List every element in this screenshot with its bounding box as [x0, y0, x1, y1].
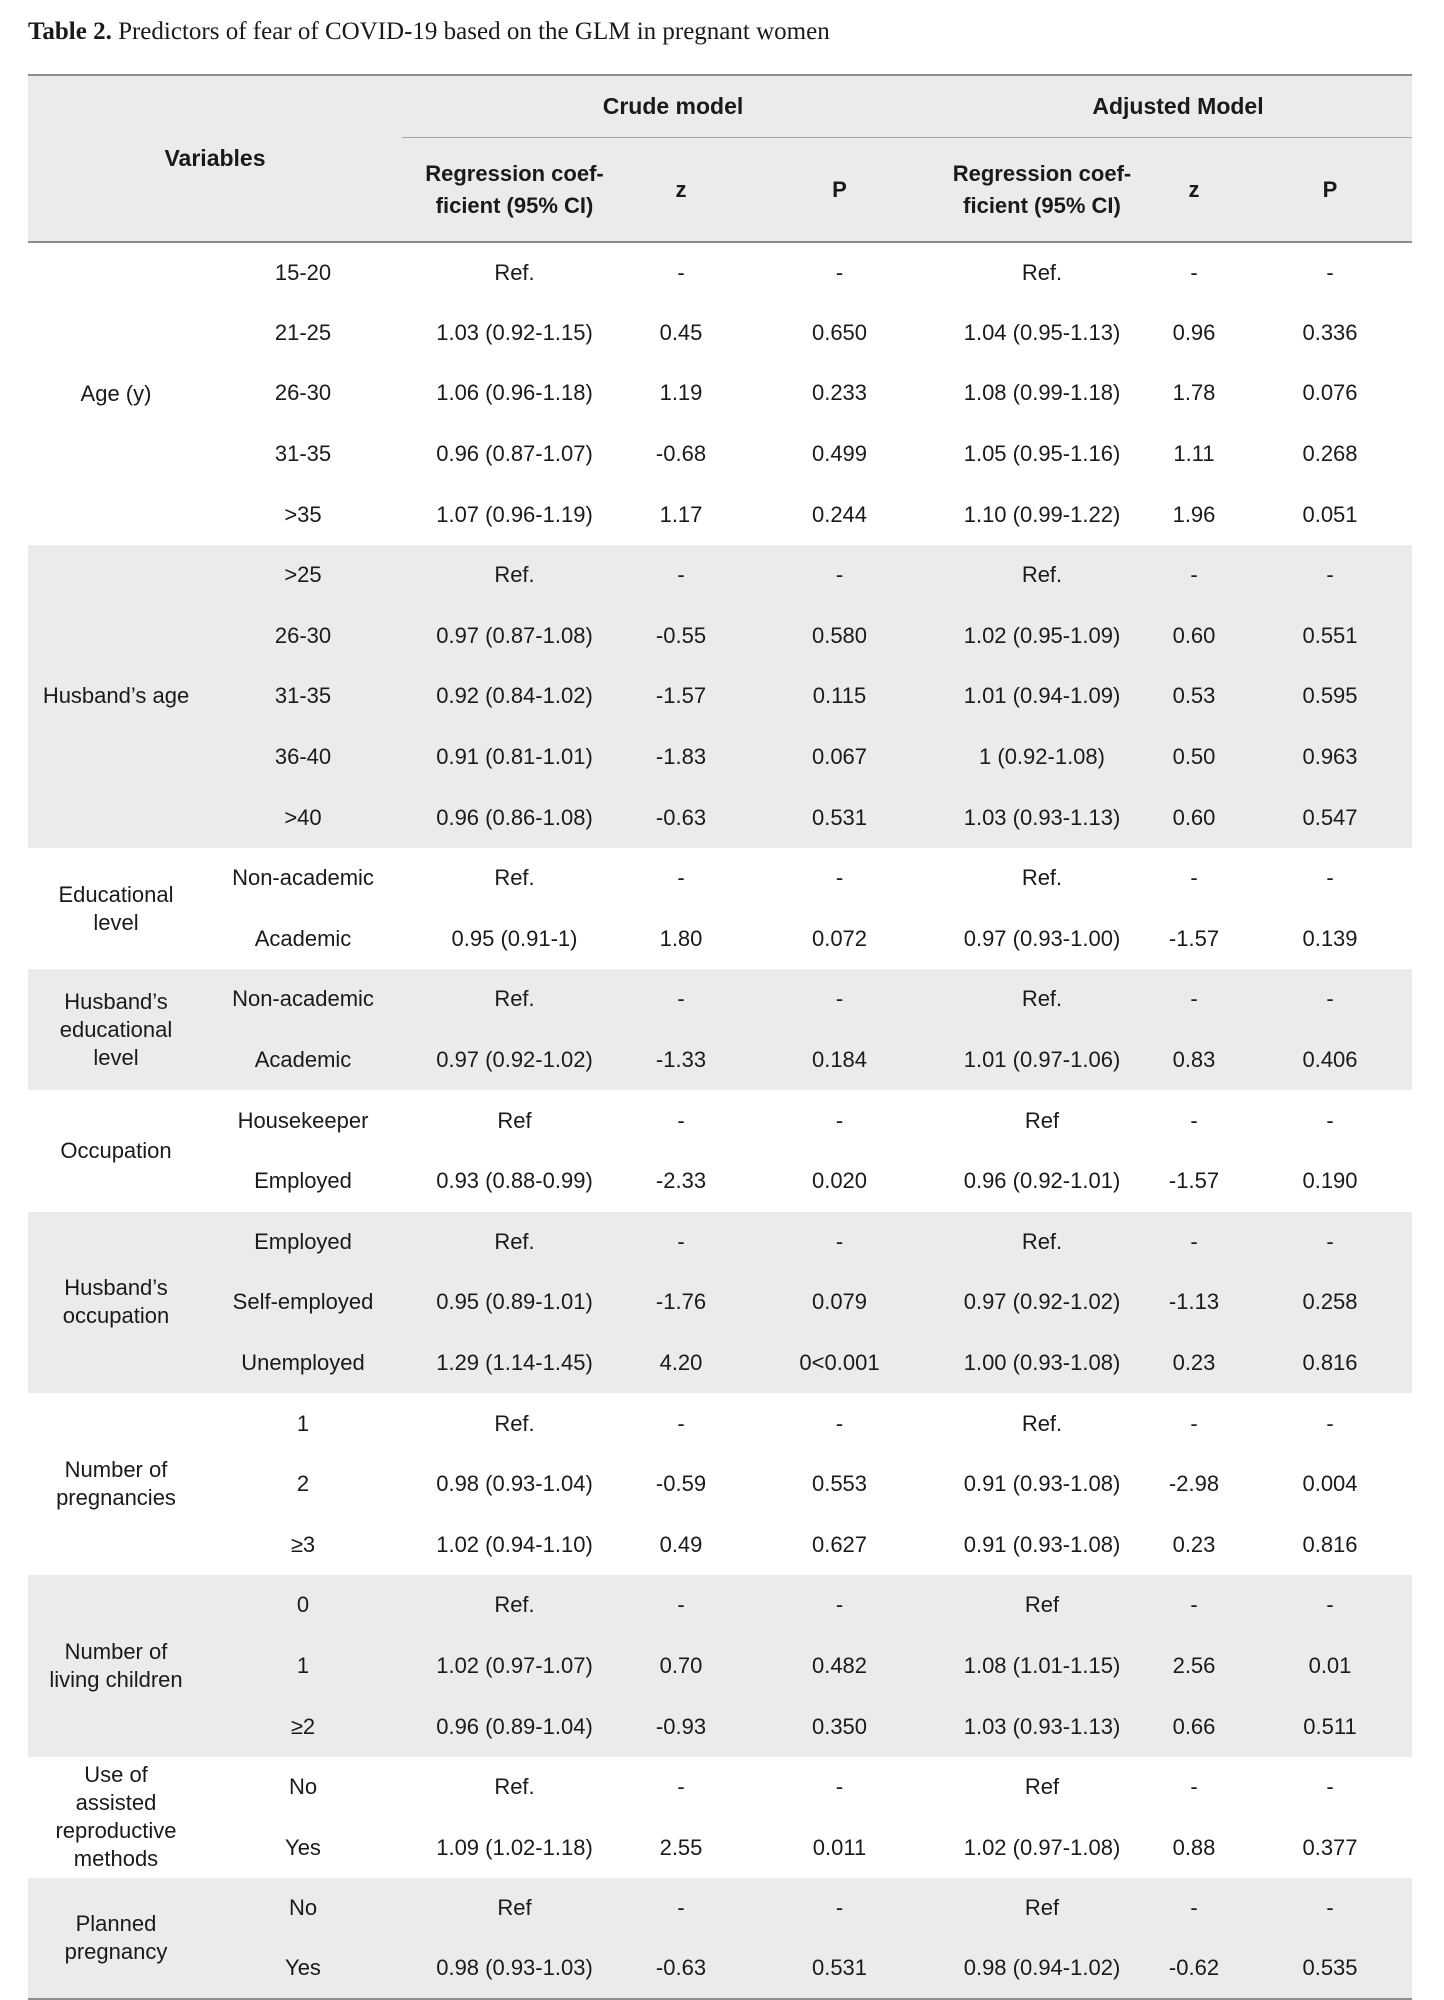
adj-z-cell: -: [1140, 1575, 1248, 1636]
table-row: [28, 1878, 1412, 1939]
adj-p-cell: -: [1248, 1878, 1412, 1939]
crude-z-cell: -: [677, 1107, 685, 1133]
level-cell: >25: [204, 545, 402, 606]
adj-z-cell: -: [1140, 545, 1248, 606]
crude-coef-cell: 0.97 (0.92-1.02): [402, 1030, 627, 1091]
table-row: [28, 1514, 1412, 1575]
table-row: [28, 1454, 1412, 1515]
adj-z-cell: -: [1190, 1410, 1198, 1436]
crude-z-cell: 2.55: [659, 1834, 703, 1860]
level-cell: Academic: [254, 925, 352, 951]
level-cell: 1: [296, 1410, 310, 1436]
header-adjusted-model: Adjusted Model: [944, 75, 1412, 138]
variable-label: Occupation: [60, 1137, 172, 1163]
adj-coef-cell: 1.00 (0.93-1.08): [944, 1333, 1140, 1394]
crude-p-cell: 0.553: [811, 1471, 868, 1497]
crude-p-cell: 0.531: [735, 787, 944, 848]
adj-coef-cell: Ref.: [944, 969, 1140, 1030]
table-row: [28, 1151, 1412, 1212]
variable-label: Number of: [64, 1457, 168, 1483]
crude-p-cell: -: [835, 1410, 844, 1436]
adj-coef-cell: 1.04 (0.95-1.13): [963, 319, 1121, 345]
header-crude-coef: Regression coef- ficient (95% CI): [402, 138, 627, 243]
adj-z-cell: -: [1190, 259, 1198, 285]
variable-cell: [28, 1393, 204, 1575]
crude-coef-cell: Ref: [497, 1107, 532, 1133]
variable-cell: [28, 969, 204, 1090]
variable-label: level: [93, 909, 139, 935]
crude-z-cell: -: [627, 1212, 735, 1273]
table-row: [28, 1393, 1412, 1454]
level-cell: Housekeeper: [237, 1107, 369, 1133]
adj-z-cell: 0.53: [1140, 666, 1248, 727]
adj-coef-cell: 1.01 (0.97-1.06): [944, 1030, 1140, 1091]
adj-z-cell: -1.57: [1168, 1168, 1220, 1194]
level-cell: Academic: [204, 1030, 402, 1091]
adj-z-cell: -: [1140, 969, 1248, 1030]
variable-cell: [28, 242, 204, 545]
level-cell: Unemployed: [204, 1333, 402, 1394]
crude-coef-cell: Ref.: [402, 969, 627, 1030]
adj-coef-cell: 0.97 (0.92-1.02): [944, 1272, 1140, 1333]
crude-z-cell: -1.76: [627, 1272, 735, 1333]
crude-coef-cell: Ref.: [402, 1212, 627, 1273]
adj-p-cell: 0.816: [1248, 1333, 1412, 1394]
crude-coef-cell: 0.91 (0.81-1.01): [402, 727, 627, 788]
adj-coef-cell: Ref.: [944, 545, 1140, 606]
level-cell: 0: [204, 1575, 402, 1636]
adj-p-cell: 0.190: [1302, 1168, 1358, 1194]
variable-label: Husband’s: [64, 1275, 168, 1301]
level-cell: Yes: [204, 1939, 402, 2000]
crude-p-cell: 0.350: [735, 1696, 944, 1757]
level-cell: 31-35: [274, 441, 332, 467]
adj-coef-cell: 1 (0.92-1.08): [944, 727, 1140, 788]
adj-p-cell: 0.511: [1248, 1696, 1412, 1757]
table-row: [28, 1817, 1412, 1878]
adj-p-cell: -: [1248, 1212, 1412, 1273]
variable-label: assisted: [75, 1790, 157, 1816]
crude-p-cell: 0.580: [735, 606, 944, 667]
crude-p-cell: -: [835, 1774, 844, 1800]
level-cell: ≥2: [204, 1696, 402, 1757]
variable-label: Number of: [64, 1638, 168, 1664]
table-row: [28, 1212, 1412, 1273]
crude-z-cell: -0.55: [627, 606, 735, 667]
level-cell: Self-employed: [204, 1272, 402, 1333]
adj-coef-cell: Ref.: [1021, 259, 1063, 285]
adj-p-cell: 0.406: [1248, 1030, 1412, 1091]
crude-p-cell: 0.011: [812, 1834, 867, 1860]
adj-z-cell: -: [1190, 865, 1198, 891]
level-cell: Employed: [204, 1212, 402, 1273]
adj-coef-cell: 1.02 (0.95-1.09): [944, 606, 1140, 667]
adj-p-cell: -: [1248, 1575, 1412, 1636]
level-cell: Yes: [285, 1834, 321, 1860]
adj-p-cell: 0.051: [1302, 501, 1358, 527]
header-adj-coef: Regression coef- ficient (95% CI): [944, 138, 1140, 243]
variable-cell: [28, 1757, 204, 1878]
crude-coef-cell: 0.95 (0.91-1): [451, 925, 578, 951]
adj-coef-cell: Ref.: [1021, 865, 1063, 891]
adj-z-cell: 0.96: [1172, 319, 1216, 345]
adj-coef-cell: 1.05 (0.95-1.16): [963, 441, 1121, 467]
adj-coef-cell: Ref: [944, 1575, 1140, 1636]
adj-p-cell: 0.139: [1302, 925, 1358, 951]
adj-p-cell: 0.535: [1248, 1939, 1412, 2000]
crude-z-cell: -1.33: [627, 1030, 735, 1091]
crude-coef-cell: Ref.: [402, 545, 627, 606]
level-cell: 1: [204, 1636, 402, 1697]
table-header: [28, 75, 1412, 242]
level-cell: Non-academic: [232, 865, 374, 891]
table-row: [28, 787, 1412, 848]
adj-z-cell: 0.50: [1140, 727, 1248, 788]
results-table: [28, 74, 1412, 2000]
crude-p-cell: 0.115: [735, 666, 944, 727]
adj-coef-cell: 1.03 (0.93-1.13): [944, 1696, 1140, 1757]
adj-coef-cell: 1.01 (0.94-1.09): [944, 666, 1140, 727]
adj-z-cell: 0.23: [1172, 1531, 1216, 1557]
crude-p-cell: 0.650: [811, 319, 868, 345]
level-cell: 2: [296, 1471, 310, 1497]
crude-coef-cell: 0.92 (0.84-1.02): [402, 666, 627, 727]
crude-coef-cell: 0.95 (0.89-1.01): [402, 1272, 627, 1333]
crude-p-cell: 0.184: [735, 1030, 944, 1091]
adj-z-cell: -: [1190, 1774, 1198, 1800]
crude-z-cell: -: [677, 1410, 685, 1436]
adj-p-cell: -: [1326, 865, 1334, 891]
caption-label: Table 2.: [28, 18, 112, 45]
adj-p-cell: 0.551: [1248, 606, 1412, 667]
adj-z-cell: 0.23: [1140, 1333, 1248, 1394]
crude-z-cell: -0.68: [655, 441, 707, 467]
crude-coef-cell: 1.06 (0.96-1.18): [436, 380, 593, 406]
adj-p-cell: 0.595: [1248, 666, 1412, 727]
adj-z-cell: -1.57: [1168, 925, 1220, 951]
crude-coef-cell: 0.93 (0.88-0.99): [436, 1168, 593, 1194]
table-row: [28, 1757, 1412, 1818]
variable-label: living children: [49, 1666, 183, 1692]
adj-z-cell: 0.88: [1172, 1834, 1216, 1860]
adj-p-cell: -: [1248, 545, 1412, 606]
variable-cell: [28, 1090, 204, 1211]
adj-p-cell: 0.004: [1302, 1471, 1358, 1497]
crude-p-cell: 0.499: [811, 441, 868, 467]
level-cell: 15-20: [274, 259, 332, 285]
adj-p-cell: 0.268: [1302, 441, 1358, 467]
adj-p-cell: -: [1326, 259, 1334, 285]
crude-coef-cell: 1.29 (1.14-1.45): [402, 1333, 627, 1394]
adj-z-cell: -: [1140, 1212, 1248, 1273]
crude-z-cell: -1.83: [627, 727, 735, 788]
adj-p-cell: 0.336: [1302, 319, 1358, 345]
variable-label: reproductive: [55, 1818, 177, 1844]
adj-p-cell: 0.01: [1248, 1636, 1412, 1697]
level-cell: Employed: [254, 1168, 352, 1194]
table-row: [28, 1696, 1412, 1757]
table-caption: [28, 18, 830, 46]
crude-coef-cell: Ref.: [402, 1575, 627, 1636]
adj-coef-cell: 0.96 (0.92-1.01): [963, 1168, 1121, 1194]
variable-cell: [28, 545, 204, 848]
variable-cell: [28, 1878, 204, 1999]
adj-z-cell: -2.98: [1168, 1471, 1220, 1497]
adj-z-cell: -: [1190, 1107, 1198, 1133]
header-crude-p: P: [735, 138, 944, 243]
table-row: [28, 303, 1412, 364]
level-cell: ≥3: [290, 1531, 316, 1557]
crude-z-cell: 1.19: [659, 380, 703, 406]
adj-coef-cell: Ref: [1024, 1774, 1060, 1800]
adj-p-cell: 0.076: [1302, 380, 1358, 406]
adj-p-cell: -: [1326, 1410, 1334, 1436]
crude-p-cell: 0.079: [735, 1272, 944, 1333]
crude-coef-cell: Ref: [402, 1878, 627, 1939]
caption-text: Predictors of fear of COVID-19 based on the GLM in pregnant women: [118, 18, 830, 45]
level-cell: No: [204, 1878, 402, 1939]
adj-p-cell: -: [1326, 1107, 1334, 1133]
table-row: [28, 1030, 1412, 1091]
adj-z-cell: 2.56: [1140, 1636, 1248, 1697]
table-row: [28, 1939, 1412, 2000]
adj-coef-cell: 0.97 (0.93-1.00): [963, 925, 1121, 951]
crude-p-cell: -: [735, 1212, 944, 1273]
crude-p-cell: 0.072: [811, 925, 868, 951]
variable-label: occupation: [62, 1303, 170, 1329]
crude-coef-cell: 1.02 (0.94-1.10): [436, 1531, 593, 1557]
crude-z-cell: 0.49: [659, 1531, 703, 1557]
level-cell: 21-25: [274, 319, 332, 345]
adj-z-cell: 1.78: [1172, 380, 1216, 406]
crude-coef-cell: 1.03 (0.92-1.15): [436, 319, 593, 345]
crude-z-cell: -: [677, 865, 685, 891]
variable-label: Age (y): [80, 380, 152, 406]
crude-z-cell: 0.70: [627, 1636, 735, 1697]
table-row: [28, 909, 1412, 970]
adj-coef-cell: 1.10 (0.99-1.22): [963, 501, 1121, 527]
header-crude-model: Crude model: [402, 75, 944, 138]
crude-p-cell: -: [835, 1107, 844, 1133]
crude-p-cell: 0.020: [811, 1168, 868, 1194]
variable-label: Use of: [84, 1762, 148, 1788]
variable-label: Husband’s: [64, 988, 168, 1014]
variable-label: level: [93, 1044, 139, 1070]
table-row: [28, 1636, 1412, 1697]
adj-p-cell: 0.816: [1302, 1531, 1358, 1557]
adj-coef-cell: 0.98 (0.94-1.02): [944, 1939, 1140, 2000]
adj-coef-cell: Ref: [944, 1878, 1140, 1939]
variable-cell: [28, 1575, 204, 1757]
table-row: [28, 1272, 1412, 1333]
crude-coef-cell: 0.97 (0.87-1.08): [402, 606, 627, 667]
crude-coef-cell: 1.09 (1.02-1.18): [436, 1834, 593, 1860]
crude-z-cell: 1.80: [659, 925, 703, 951]
crude-p-cell: -: [735, 969, 944, 1030]
table-row: [28, 242, 1412, 303]
table-row: [28, 1090, 1412, 1151]
crude-z-cell: -0.63: [627, 787, 735, 848]
level-cell: 26-30: [274, 380, 332, 406]
variable-cell: [28, 1212, 204, 1394]
table-row: [28, 484, 1412, 545]
variable-label: Husband’s age: [42, 683, 190, 709]
crude-z-cell: -: [677, 259, 685, 285]
level-cell: >40: [204, 787, 402, 848]
table-row: [28, 545, 1412, 606]
crude-coef-cell: 0.96 (0.87-1.07): [436, 441, 593, 467]
crude-z-cell: -: [627, 545, 735, 606]
header-adj-z: z: [1140, 138, 1248, 243]
crude-coef-cell: Ref.: [494, 259, 535, 285]
adj-z-cell: 0.83: [1140, 1030, 1248, 1091]
crude-p-cell: -: [835, 865, 844, 891]
adj-z-cell: 0.66: [1140, 1696, 1248, 1757]
table-row: [28, 1333, 1412, 1394]
adj-z-cell: -1.13: [1140, 1272, 1248, 1333]
crude-coef-cell: 0.98 (0.93-1.04): [436, 1471, 593, 1497]
adj-z-cell: -0.62: [1140, 1939, 1248, 2000]
adj-coef-cell: Ref.: [1021, 1410, 1063, 1436]
level-cell: 26-30: [204, 606, 402, 667]
crude-p-cell: -: [735, 545, 944, 606]
level-cell: No: [288, 1774, 318, 1800]
table-row: [28, 848, 1412, 909]
adj-p-cell: 0.377: [1302, 1834, 1358, 1860]
crude-coef-cell: 0.96 (0.89-1.04): [402, 1696, 627, 1757]
header-variables: Variables: [28, 75, 402, 242]
table-row: [28, 424, 1412, 485]
crude-coef-cell: 1.07 (0.96-1.19): [436, 501, 593, 527]
adj-coef-cell: 1.03 (0.93-1.13): [944, 787, 1140, 848]
adj-coef-cell: Ref: [1024, 1107, 1060, 1133]
crude-z-cell: -2.33: [655, 1168, 707, 1194]
crude-p-cell: -: [735, 1575, 944, 1636]
crude-p-cell: 0.233: [811, 380, 868, 406]
variable-label: pregnancies: [56, 1485, 176, 1511]
table-row: [28, 727, 1412, 788]
adj-coef-cell: Ref.: [944, 1212, 1140, 1273]
adj-z-cell: 1.11: [1173, 441, 1215, 467]
crude-coef-cell: Ref.: [494, 1774, 535, 1800]
level-cell: 36-40: [204, 727, 402, 788]
crude-z-cell: 0.45: [659, 319, 703, 345]
crude-coef-cell: Ref.: [494, 865, 535, 891]
crude-z-cell: -: [627, 969, 735, 1030]
table-row: [28, 606, 1412, 667]
table-row: [28, 666, 1412, 727]
adj-z-cell: 0.60: [1140, 606, 1248, 667]
adj-coef-cell: 1.02 (0.97-1.08): [963, 1834, 1121, 1860]
crude-z-cell: -0.93: [627, 1696, 735, 1757]
adj-coef-cell: 1.08 (0.99-1.18): [963, 380, 1121, 406]
variable-cell: [28, 848, 204, 969]
crude-p-cell: 0<0.001: [735, 1333, 944, 1394]
table-row: [28, 363, 1412, 424]
crude-z-cell: -: [627, 1575, 735, 1636]
header-crude-z: z: [627, 138, 735, 243]
variable-label: educational: [59, 1016, 173, 1042]
adj-z-cell: 0.60: [1140, 787, 1248, 848]
adj-p-cell: 0.547: [1248, 787, 1412, 848]
adj-coef-cell: 0.91 (0.93-1.08): [963, 1531, 1121, 1557]
crude-z-cell: 4.20: [627, 1333, 735, 1394]
crude-coef-cell: 1.02 (0.97-1.07): [402, 1636, 627, 1697]
adj-p-cell: 0.963: [1248, 727, 1412, 788]
variable-label: pregnancy: [64, 1939, 168, 1965]
crude-coef-cell: Ref.: [494, 1410, 535, 1436]
level-cell: Non-academic: [204, 969, 402, 1030]
adj-z-cell: 1.96: [1172, 501, 1216, 527]
crude-p-cell: 0.482: [735, 1636, 944, 1697]
table-body: [28, 242, 1412, 1999]
crude-z-cell: -: [627, 1878, 735, 1939]
crude-p-cell: 0.531: [735, 1939, 944, 2000]
level-cell: 31-35: [204, 666, 402, 727]
adj-p-cell: -: [1326, 1774, 1334, 1800]
crude-p-cell: -: [835, 259, 844, 285]
header-adj-p: P: [1248, 138, 1412, 243]
crude-coef-cell: 0.96 (0.86-1.08): [402, 787, 627, 848]
adj-coef-cell: 1.08 (1.01-1.15): [944, 1636, 1140, 1697]
adj-p-cell: -: [1248, 969, 1412, 1030]
crude-z-cell: -: [677, 1774, 685, 1800]
crude-z-cell: -0.59: [655, 1471, 707, 1497]
table-row: [28, 1575, 1412, 1636]
crude-z-cell: 1.17: [659, 501, 703, 527]
crude-z-cell: -0.63: [627, 1939, 735, 2000]
crude-p-cell: 0.627: [811, 1531, 868, 1557]
level-cell: >35: [284, 501, 322, 527]
adj-z-cell: -: [1140, 1878, 1248, 1939]
adj-p-cell: 0.258: [1248, 1272, 1412, 1333]
crude-p-cell: 0.067: [735, 727, 944, 788]
crude-coef-cell: 0.98 (0.93-1.03): [402, 1939, 627, 2000]
crude-z-cell: -1.57: [627, 666, 735, 727]
variable-label: Planned: [75, 1911, 157, 1937]
crude-p-cell: -: [735, 1878, 944, 1939]
crude-p-cell: 0.244: [811, 501, 868, 527]
table-row: [28, 969, 1412, 1030]
adj-coef-cell: 0.91 (0.93-1.08): [963, 1471, 1121, 1497]
variable-label: methods: [73, 1846, 159, 1872]
variable-label: Educational: [58, 881, 174, 907]
